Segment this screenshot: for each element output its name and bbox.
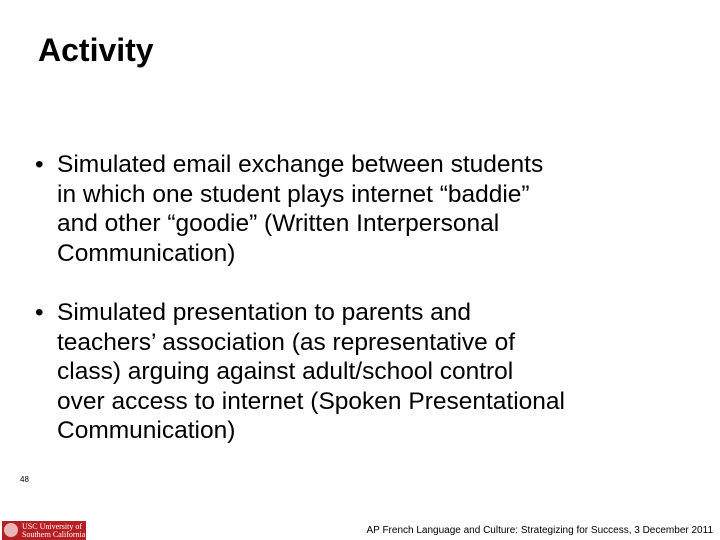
bullet-point-icon: • bbox=[35, 151, 44, 178]
bullet-text-line: Simulated email exchange between students bbox=[57, 151, 544, 178]
bullet-text-line: teachers’ association (as representative of bbox=[57, 328, 516, 356]
bullet-text-line: class) arguing against adult/school control bbox=[57, 358, 514, 385]
usc-logo bbox=[2, 521, 86, 540]
university-seal-icon bbox=[4, 523, 18, 537]
page-number: 48 bbox=[20, 475, 29, 484]
logo-line-2: Southern California bbox=[22, 530, 86, 539]
slide-footer: AP French Language and Culture: Strategizing for Success, 3 December 2011 bbox=[366, 525, 713, 536]
logo-line-1: USC University of bbox=[22, 522, 82, 531]
bullet-text-line: Communication) bbox=[57, 417, 236, 444]
bullet-text-line: Communication) bbox=[57, 239, 236, 267]
logo-text bbox=[22, 523, 85, 539]
bullet-text-line: Simulated presentation to parents and bbox=[57, 299, 472, 326]
bullet-point-icon: • bbox=[35, 299, 44, 326]
bullet-text-line: in which one student plays internet “baddie” bbox=[57, 180, 530, 208]
bullet-item bbox=[35, 150, 695, 268]
bullet-text-line: over access to internet (Spoken Presentational bbox=[57, 387, 565, 415]
bullet-item bbox=[35, 298, 695, 446]
slide-title: Activity bbox=[38, 32, 154, 68]
bullet-text-line: and other “goodie” (Written Interpersonal bbox=[57, 210, 500, 237]
